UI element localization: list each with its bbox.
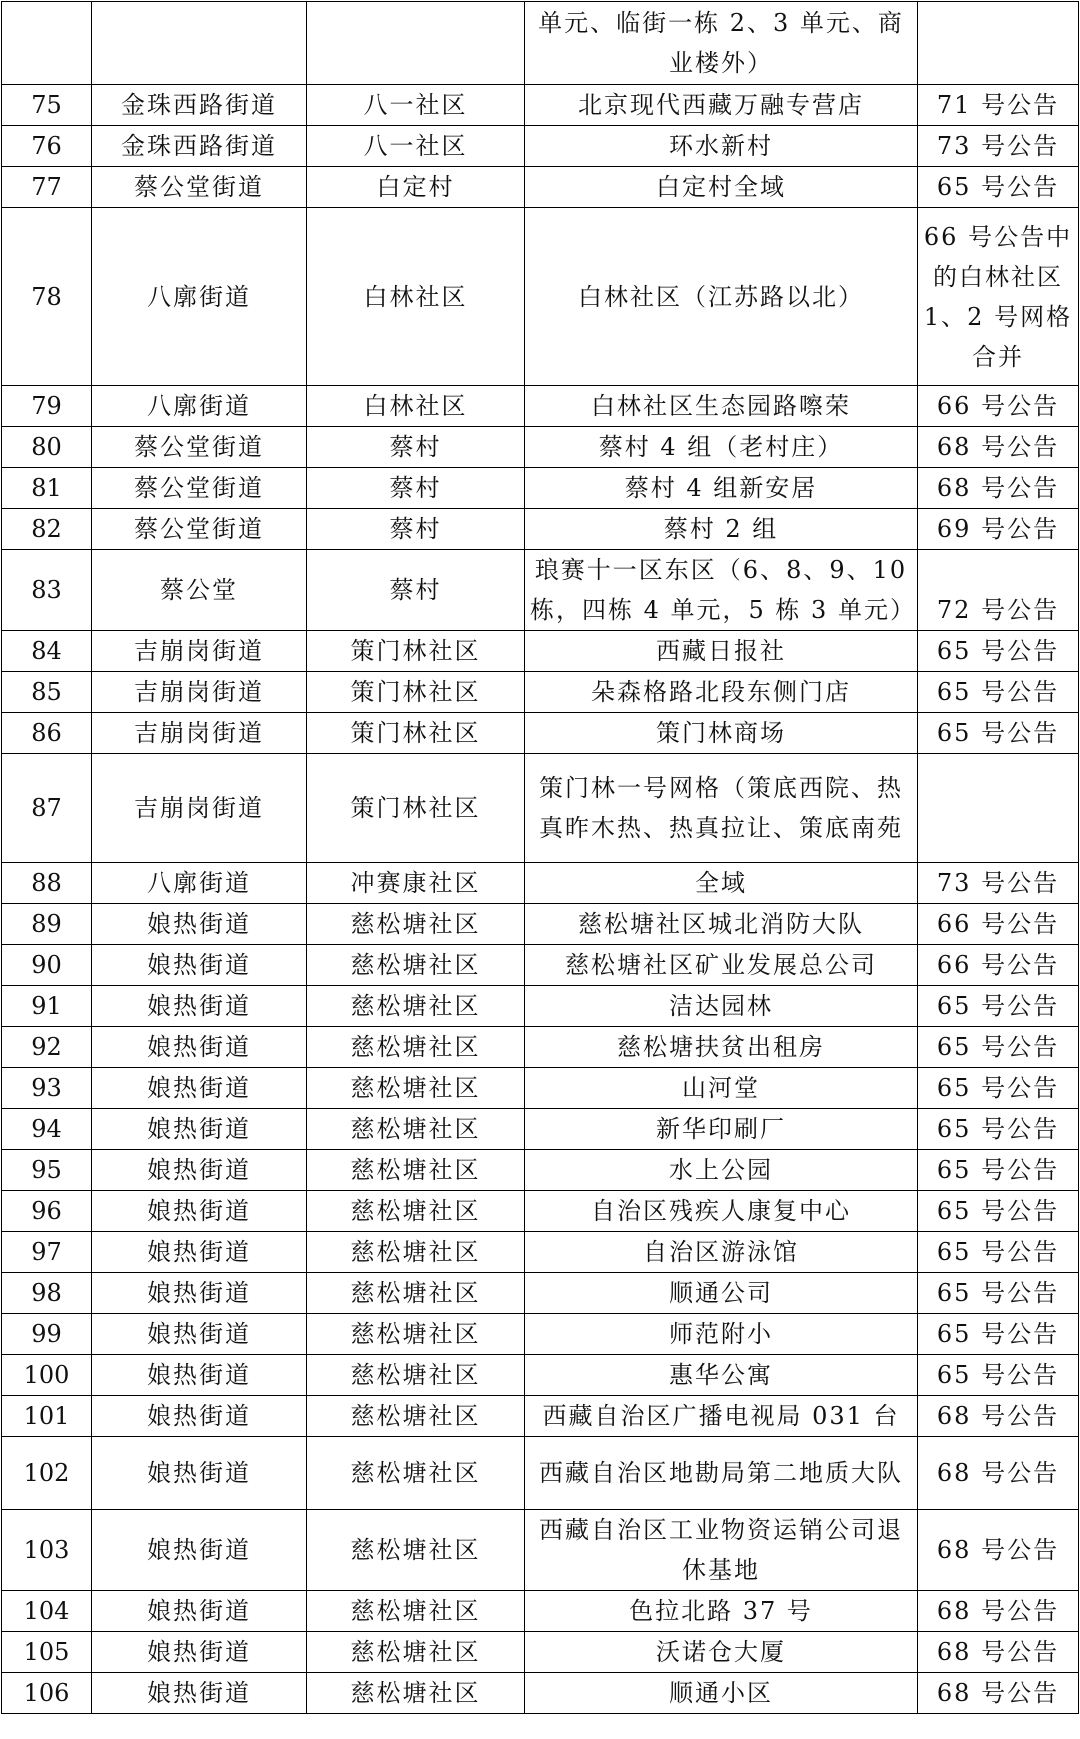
street-cell: 蔡公堂街道 xyxy=(92,167,307,208)
table-row xyxy=(2,986,1079,1027)
street-cell: 娘热街道 xyxy=(92,1632,307,1673)
table-row xyxy=(2,386,1079,427)
row-number-cell: 105 xyxy=(2,1632,92,1673)
street-cell: 金珠西路街道 xyxy=(92,85,307,126)
community-cell: 慈松塘社区 xyxy=(307,1591,525,1632)
place-cell: 白林社区（江苏路以北） xyxy=(525,208,918,386)
place-cell: 朵森格路北段东侧门店 xyxy=(525,672,918,713)
place-cell: 西藏自治区地勘局第二地质大队 xyxy=(525,1437,918,1510)
street-cell: 娘热街道 xyxy=(92,945,307,986)
row-number-cell: 76 xyxy=(2,126,92,167)
place-cell: 蔡村 2 组 xyxy=(525,509,918,550)
community-cell: 冲赛康社区 xyxy=(307,863,525,904)
notice-cell: 65 号公告 xyxy=(918,631,1079,672)
notice-cell: 66 号公告中的白林社区 1、2 号网格合并 xyxy=(918,208,1079,386)
street-cell: 娘热街道 xyxy=(92,1232,307,1273)
community-cell: 慈松塘社区 xyxy=(307,1314,525,1355)
street-cell: 娘热街道 xyxy=(92,1510,307,1591)
row-number-cell: 83 xyxy=(2,550,92,631)
row-number-cell: 97 xyxy=(2,1232,92,1273)
street-cell: 娘热街道 xyxy=(92,1396,307,1437)
place-cell: 白定村全域 xyxy=(525,167,918,208)
street-cell: 娘热街道 xyxy=(92,1027,307,1068)
street-cell: 娘热街道 xyxy=(92,1273,307,1314)
table-row xyxy=(2,1591,1079,1632)
notice-cell: 69 号公告 xyxy=(918,509,1079,550)
community-cell: 蔡村 xyxy=(307,550,525,631)
notice-table xyxy=(1,1,1079,1714)
row-number-cell: 87 xyxy=(2,754,92,863)
row-number-cell: 103 xyxy=(2,1510,92,1591)
street-cell: 娘热街道 xyxy=(92,1437,307,1510)
notice-cell: 66 号公告 xyxy=(918,904,1079,945)
community-cell: 慈松塘社区 xyxy=(307,1027,525,1068)
row-number-cell: 93 xyxy=(2,1068,92,1109)
community-cell: 蔡村 xyxy=(307,509,525,550)
place-cell: 顺通公司 xyxy=(525,1273,918,1314)
community-cell: 慈松塘社区 xyxy=(307,1510,525,1591)
community-cell: 慈松塘社区 xyxy=(307,1109,525,1150)
community-cell: 慈松塘社区 xyxy=(307,1355,525,1396)
street-cell: 娘热街道 xyxy=(92,1673,307,1714)
community-cell: 八一社区 xyxy=(307,126,525,167)
table-row xyxy=(2,208,1079,386)
community-cell: 慈松塘社区 xyxy=(307,1273,525,1314)
street-cell: 蔡公堂 xyxy=(92,550,307,631)
notice-cell: 65 号公告 xyxy=(918,1027,1079,1068)
community-cell: 慈松塘社区 xyxy=(307,1396,525,1437)
place-cell: 单元、临街一栋 2、3 单元、商业楼外） xyxy=(525,2,918,85)
notice-cell: 65 号公告 xyxy=(918,1191,1079,1232)
notice-cell: 68 号公告 xyxy=(918,468,1079,509)
row-number-cell: 96 xyxy=(2,1191,92,1232)
community-cell: 慈松塘社区 xyxy=(307,1673,525,1714)
table-row xyxy=(2,904,1079,945)
street-cell: 娘热街道 xyxy=(92,1109,307,1150)
row-number-cell: 75 xyxy=(2,85,92,126)
table-row xyxy=(2,713,1079,754)
notice-cell xyxy=(918,754,1079,863)
street-cell: 娘热街道 xyxy=(92,1355,307,1396)
notice-cell: 65 号公告 xyxy=(918,1273,1079,1314)
row-number-cell: 89 xyxy=(2,904,92,945)
street-cell: 娘热街道 xyxy=(92,1591,307,1632)
row-number-cell xyxy=(2,2,92,85)
table-row xyxy=(2,167,1079,208)
row-number-cell: 81 xyxy=(2,468,92,509)
notice-cell: 68 号公告 xyxy=(918,1396,1079,1437)
place-cell: 蔡村 4 组（老村庄） xyxy=(525,427,918,468)
row-number-cell: 104 xyxy=(2,1591,92,1632)
community-cell: 慈松塘社区 xyxy=(307,986,525,1027)
table-row xyxy=(2,85,1079,126)
table-row xyxy=(2,672,1079,713)
notice-cell: 66 号公告 xyxy=(918,945,1079,986)
notice-cell: 68 号公告 xyxy=(918,1437,1079,1510)
community-cell: 八一社区 xyxy=(307,85,525,126)
community-cell: 白林社区 xyxy=(307,386,525,427)
table-row xyxy=(2,631,1079,672)
community-cell: 慈松塘社区 xyxy=(307,1150,525,1191)
row-number-cell: 78 xyxy=(2,208,92,386)
notice-cell: 65 号公告 xyxy=(918,167,1079,208)
place-cell: 顺通小区 xyxy=(525,1673,918,1714)
place-cell: 环水新村 xyxy=(525,126,918,167)
community-cell: 策门林社区 xyxy=(307,754,525,863)
community-cell: 慈松塘社区 xyxy=(307,1068,525,1109)
place-cell: 琅赛十一区东区（6、8、9、10 栋，四栋 4 单元，5 栋 3 单元） xyxy=(525,550,918,631)
table-row xyxy=(2,1232,1079,1273)
street-cell: 吉崩岗街道 xyxy=(92,631,307,672)
table-row xyxy=(2,1027,1079,1068)
notice-cell: 68 号公告 xyxy=(918,1632,1079,1673)
street-cell: 娘热街道 xyxy=(92,1314,307,1355)
street-cell: 吉崩岗街道 xyxy=(92,754,307,863)
table-row xyxy=(2,1314,1079,1355)
place-cell: 北京现代西藏万融专营店 xyxy=(525,85,918,126)
community-cell: 慈松塘社区 xyxy=(307,1437,525,1510)
notice-cell: 68 号公告 xyxy=(918,1510,1079,1591)
place-cell: 白林社区生态园路嚓荣 xyxy=(525,386,918,427)
notice-cell: 68 号公告 xyxy=(918,1591,1079,1632)
place-cell: 山河堂 xyxy=(525,1068,918,1109)
notice-cell: 73 号公告 xyxy=(918,126,1079,167)
place-cell: 自治区残疾人康复中心 xyxy=(525,1191,918,1232)
row-number-cell: 102 xyxy=(2,1437,92,1510)
row-number-cell: 79 xyxy=(2,386,92,427)
notice-cell: 68 号公告 xyxy=(918,1673,1079,1714)
place-cell: 西藏自治区工业物资运销公司退休基地 xyxy=(525,1510,918,1591)
row-number-cell: 106 xyxy=(2,1673,92,1714)
place-cell: 全域 xyxy=(525,863,918,904)
table-row xyxy=(2,1109,1079,1150)
place-cell: 自治区游泳馆 xyxy=(525,1232,918,1273)
notice-cell: 65 号公告 xyxy=(918,986,1079,1027)
table-row xyxy=(2,945,1079,986)
place-cell: 新华印刷厂 xyxy=(525,1109,918,1150)
street-cell: 八廓街道 xyxy=(92,863,307,904)
row-number-cell: 84 xyxy=(2,631,92,672)
table-row xyxy=(2,1396,1079,1437)
community-cell: 策门林社区 xyxy=(307,713,525,754)
street-cell: 娘热街道 xyxy=(92,1150,307,1191)
place-cell: 慈松塘社区矿业发展总公司 xyxy=(525,945,918,986)
row-number-cell: 99 xyxy=(2,1314,92,1355)
street-cell: 八廓街道 xyxy=(92,386,307,427)
row-number-cell: 90 xyxy=(2,945,92,986)
street-cell: 蔡公堂街道 xyxy=(92,509,307,550)
table-row xyxy=(2,126,1079,167)
place-cell: 惠华公寓 xyxy=(525,1355,918,1396)
street-cell: 金珠西路街道 xyxy=(92,126,307,167)
place-cell: 色拉北路 37 号 xyxy=(525,1591,918,1632)
notice-cell: 66 号公告 xyxy=(918,386,1079,427)
street-cell: 蔡公堂街道 xyxy=(92,468,307,509)
community-cell xyxy=(307,2,525,85)
place-cell: 洁达园林 xyxy=(525,986,918,1027)
place-cell: 西藏自治区广播电视局 031 台 xyxy=(525,1396,918,1437)
notice-cell: 65 号公告 xyxy=(918,1150,1079,1191)
row-number-cell: 98 xyxy=(2,1273,92,1314)
community-cell: 白林社区 xyxy=(307,208,525,386)
place-cell: 慈松塘社区城北消防大队 xyxy=(525,904,918,945)
community-cell: 蔡村 xyxy=(307,468,525,509)
notice-cell: 65 号公告 xyxy=(918,1109,1079,1150)
row-number-cell: 80 xyxy=(2,427,92,468)
notice-cell: 65 号公告 xyxy=(918,1068,1079,1109)
table-row xyxy=(2,509,1079,550)
table-row xyxy=(2,1191,1079,1232)
place-cell: 策门林商场 xyxy=(525,713,918,754)
community-cell: 慈松塘社区 xyxy=(307,1191,525,1232)
table-row xyxy=(2,1632,1079,1673)
row-number-cell: 86 xyxy=(2,713,92,754)
table-row xyxy=(2,1437,1079,1510)
row-number-cell: 94 xyxy=(2,1109,92,1150)
table-row xyxy=(2,1673,1079,1714)
notice-cell: 65 号公告 xyxy=(918,1232,1079,1273)
table-row xyxy=(2,754,1079,863)
place-cell: 蔡村 4 组新安居 xyxy=(525,468,918,509)
street-cell: 娘热街道 xyxy=(92,904,307,945)
table-row xyxy=(2,1068,1079,1109)
place-cell: 慈松塘扶贫出租房 xyxy=(525,1027,918,1068)
row-number-cell: 85 xyxy=(2,672,92,713)
row-number-cell: 101 xyxy=(2,1396,92,1437)
place-cell: 水上公园 xyxy=(525,1150,918,1191)
community-cell: 蔡村 xyxy=(307,427,525,468)
table-row xyxy=(2,468,1079,509)
street-cell: 娘热街道 xyxy=(92,986,307,1027)
row-number-cell: 88 xyxy=(2,863,92,904)
notice-cell: 71 号公告 xyxy=(918,85,1079,126)
row-number-cell: 100 xyxy=(2,1355,92,1396)
notice-cell: 68 号公告 xyxy=(918,427,1079,468)
row-number-cell: 82 xyxy=(2,509,92,550)
street-cell xyxy=(92,2,307,85)
community-cell: 慈松塘社区 xyxy=(307,1632,525,1673)
notice-cell: 65 号公告 xyxy=(918,1314,1079,1355)
community-cell: 策门林社区 xyxy=(307,631,525,672)
street-cell: 娘热街道 xyxy=(92,1068,307,1109)
table-body xyxy=(2,2,1079,1714)
table-row xyxy=(2,1273,1079,1314)
notice-cell: 65 号公告 xyxy=(918,713,1079,754)
row-number-cell: 95 xyxy=(2,1150,92,1191)
place-cell: 沃诺仓大厦 xyxy=(525,1632,918,1673)
row-number-cell: 91 xyxy=(2,986,92,1027)
place-cell: 西藏日报社 xyxy=(525,631,918,672)
community-cell: 慈松塘社区 xyxy=(307,904,525,945)
notice-cell: 65 号公告 xyxy=(918,1355,1079,1396)
table-row xyxy=(2,2,1079,85)
notice-cell: 73 号公告 xyxy=(918,863,1079,904)
street-cell: 娘热街道 xyxy=(92,1191,307,1232)
notice-cell xyxy=(918,2,1079,85)
table-row xyxy=(2,427,1079,468)
community-cell: 慈松塘社区 xyxy=(307,945,525,986)
row-number-cell: 92 xyxy=(2,1027,92,1068)
notice-cell: 72 号公告 xyxy=(918,550,1079,631)
table-row xyxy=(2,863,1079,904)
table-row xyxy=(2,1150,1079,1191)
place-cell: 师范附小 xyxy=(525,1314,918,1355)
community-cell: 白定村 xyxy=(307,167,525,208)
street-cell: 八廓街道 xyxy=(92,208,307,386)
table-row xyxy=(2,1355,1079,1396)
notice-cell: 65 号公告 xyxy=(918,672,1079,713)
street-cell: 吉崩岗街道 xyxy=(92,672,307,713)
row-number-cell: 77 xyxy=(2,167,92,208)
community-cell: 慈松塘社区 xyxy=(307,1232,525,1273)
place-cell: 策门林一号网格（策底西院、热真昨木热、热真拉让、策底南苑 xyxy=(525,754,918,863)
street-cell: 蔡公堂街道 xyxy=(92,427,307,468)
table-row xyxy=(2,1510,1079,1591)
table-row xyxy=(2,550,1079,631)
community-cell: 策门林社区 xyxy=(307,672,525,713)
street-cell: 吉崩岗街道 xyxy=(92,713,307,754)
